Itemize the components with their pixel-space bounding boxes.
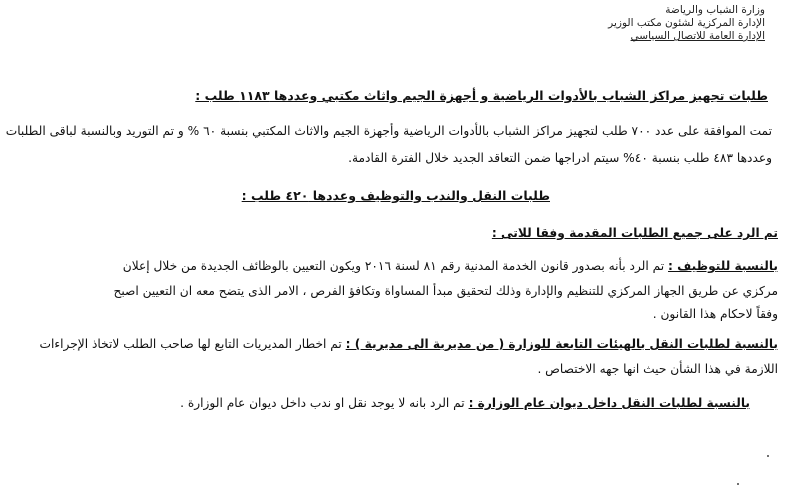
transfer-paragraph-line1	[40, 337, 778, 351]
ministry-transfer-line	[180, 396, 750, 410]
employment-label: بالنسبة للتوظيف :	[668, 259, 778, 273]
employment-paragraph-line3: وفقاً لاحكام هذا القانون .	[652, 307, 778, 321]
scan-speck	[767, 455, 769, 457]
section1-line2: وعددها ٤٨٣ طلب بنسبة ٤٠% سيتم ادراجها ضمن التعاقد الجديد خلال الفترة القادمة.	[348, 151, 772, 165]
employment-paragraph-line2: مركزي عن طريق الجهاز المركزي للتنظيم والإدارة وذلك لتحقيق مبدأ المساواة وتكافؤ الفرص ، الامر الذى يتضح معه ان التعيين اصبح	[113, 284, 778, 298]
section2-title: طلبات النقل والندب والتوظيف وعددها ٤٢٠ طلب :	[241, 188, 550, 203]
employment-paragraph-line1	[123, 259, 778, 273]
ministry-transfer-label: بالنسبة لطلبات النقل داخل ديوان عام الوزارة :	[468, 396, 750, 410]
scan-speck	[737, 483, 739, 485]
employment-text-1: تم الرد بأنه بصدور قانون الخدمة المدنية رقم ٨١ لسنة ٢٠١٦ ويكون التعيين بالوظائف الجديدة من خلال إعلان	[122, 259, 665, 273]
transfer-text-1: تم اخطار المديريات التابع لها صاحب الطلب لاتخاذ الإجراءات	[39, 337, 342, 351]
transfer-paragraph-line2: اللازمة في هذا الشأن حيث انها جهه الاختصاص .	[537, 362, 778, 376]
ministry-transfer-text: تم الرد بانه لا يوجد نقل او ندب داخل ديوان عام الوزارة .	[180, 396, 465, 410]
transfer-label: بالنسبة لطلبات النقل بالهيئات التابعة للوزارة ( من مديرية الى مديرية ) :	[345, 337, 778, 351]
header-general-admin: الإدارة العامة للاتصال السياسي	[630, 30, 765, 42]
header-central-admin: الإدارة المركزية لشئون مكتب الوزير	[608, 17, 765, 29]
section1-line1: تمت الموافقة على عدد ٧٠٠ طلب لتجهيز مراكز الشباب بالأدوات الرياضية وأجهزة الجيم والاثاث المكتبي بنسبة ٦٠ % و تم التوريد وبالنسبة لباقى الطلبات	[5, 124, 772, 138]
header-ministry: وزارة الشباب والرياضة	[665, 4, 765, 16]
section1-title: طلبات تجهيز مراكز الشباب بالأدوات الرياضية و أجهزة الجيم واثاث مكتبي وعددها ١١٨٣ طلب :	[195, 88, 768, 103]
section2-reply: تم الرد على جميع الطلبات المقدمة وفقا للاتى :	[491, 226, 778, 240]
